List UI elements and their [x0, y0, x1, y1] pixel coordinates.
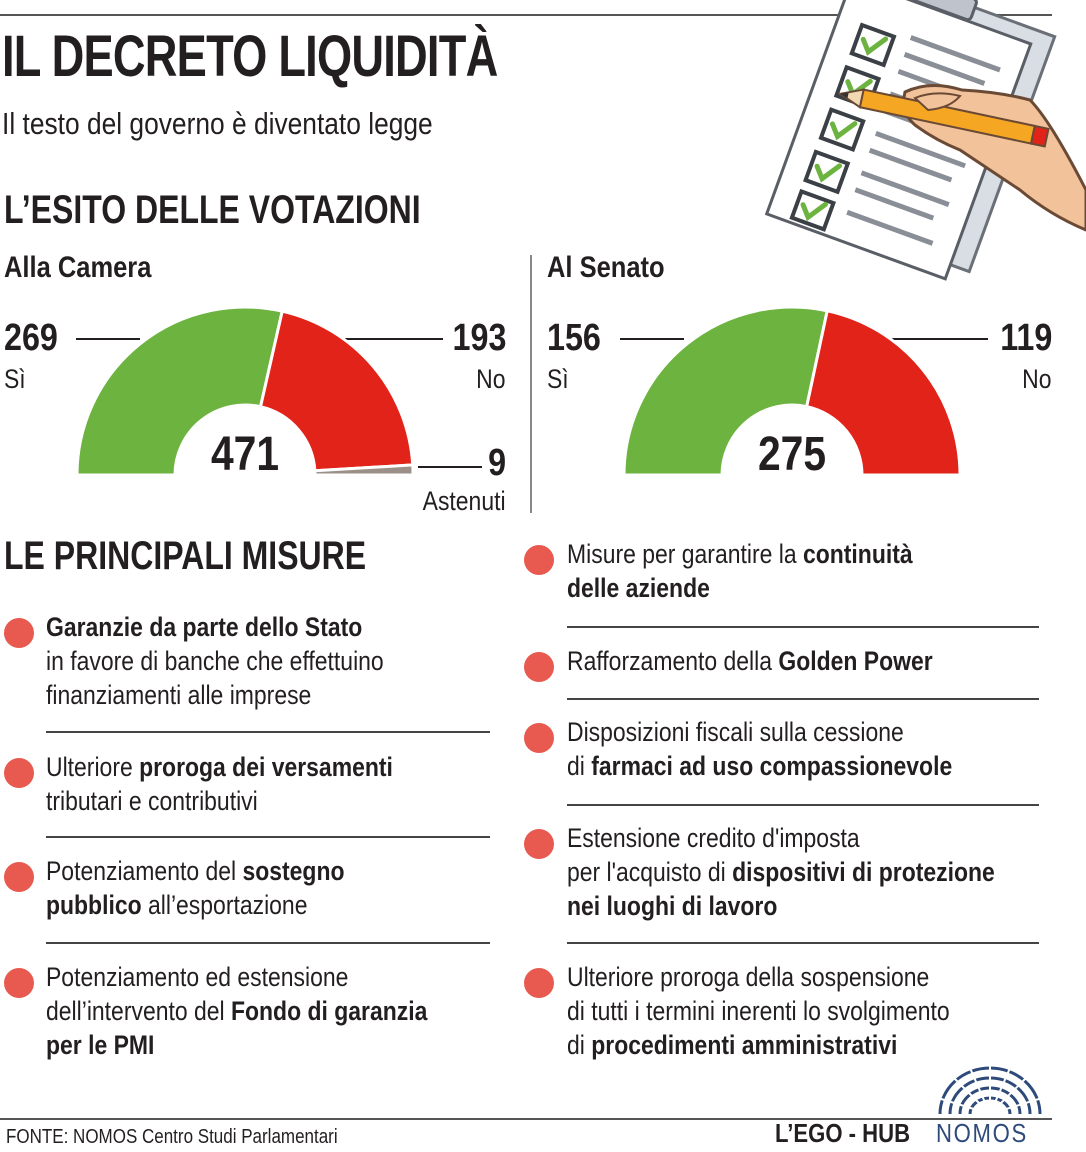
parliament-hemicycle-icon	[934, 1064, 1046, 1116]
brand-ego-hub: L’EGO - HUB	[775, 1118, 911, 1148]
left-measure-4-line-3: per le PMI	[46, 1030, 155, 1060]
bullet-dot-icon	[4, 618, 34, 648]
page-subtitle: Il testo del governo è diventato legge	[2, 106, 433, 141]
right-measure-4-line-3: nei luoghi di lavoro	[567, 891, 778, 921]
right-measure-3-line-1: Disposizioni fiscali sulla cessione	[567, 717, 904, 747]
left-measure-3-line-1: Potenziamento del sostegno	[46, 856, 345, 886]
camera-no-value: 193	[452, 317, 506, 359]
bullet-dot-icon	[4, 968, 34, 998]
measure-separator	[567, 698, 1039, 700]
votes-section-title: L’ESITO DELLE VOTAZIONI	[4, 188, 421, 232]
page-title: IL DECRETO LIQUIDITÀ	[2, 24, 498, 89]
senato-yes-label: Sì	[547, 364, 569, 394]
senato-title: Al Senato	[547, 251, 665, 284]
left-measure-1-line-1: Garanzie da parte dello Stato	[46, 612, 363, 642]
measures-section-title: LE PRINCIPALI MISURE	[4, 534, 367, 578]
checklist-pencil-icon	[700, 0, 1086, 285]
right-measure-5-line-1: Ulteriore proroga della sospensione	[567, 962, 930, 992]
left-measure-1-line-2: in favore di banche che effettuino	[46, 646, 384, 676]
bullet-dot-icon	[524, 829, 554, 859]
camera-title: Alla Camera	[4, 251, 152, 284]
right-measure-4-line-1: Estensione credito d'imposta	[567, 823, 860, 853]
senato-total: 275	[757, 428, 827, 481]
senato-no-label: No	[1022, 364, 1052, 394]
measure-separator	[46, 731, 490, 733]
left-measure-1-line-3: finanziamenti alle imprese	[46, 680, 312, 710]
bullet-dot-icon	[524, 652, 554, 682]
measure-separator	[567, 804, 1039, 806]
camera-abst-label: Astenuti	[423, 486, 506, 516]
measure-separator	[46, 836, 490, 838]
camera-abst-value: 9	[488, 442, 506, 484]
bullet-dot-icon	[524, 723, 554, 753]
right-measure-1-line-2: delle aziende	[567, 573, 710, 603]
chamber-divider	[530, 255, 532, 513]
senato-no-value: 119	[999, 317, 1052, 359]
bullet-dot-icon	[524, 968, 554, 998]
measure-separator	[567, 626, 1039, 628]
left-measure-4-line-2: dell’intervento del Fondo di garanzia	[46, 996, 428, 1026]
measure-separator	[567, 942, 1039, 944]
measure-separator	[46, 942, 490, 944]
bullet-dot-icon	[4, 862, 34, 892]
left-measure-4-line-1: Potenziamento ed estensione	[46, 962, 349, 992]
left-measure-3-line-2: pubblico all’esportazione	[46, 890, 308, 920]
camera-yes-value: 269	[4, 317, 58, 359]
right-measure-2-line-1: Rafforzamento della Golden Power	[567, 646, 933, 676]
senato-yes-value: 156	[547, 317, 601, 359]
camera-abst-leader	[418, 466, 482, 468]
left-measure-2-line-2: tributari e contributivi	[46, 786, 258, 816]
right-measure-4-line-2: per l'acquisto di dispositivi di protezione	[567, 857, 995, 887]
camera-yes-label: Sì	[4, 364, 26, 394]
right-measure-3-line-2: di farmaci ad uso compassionevole	[567, 751, 953, 781]
brand-nomos: NOMOS	[936, 1118, 1028, 1148]
bullet-dot-icon	[4, 758, 34, 788]
right-measure-5-line-2: di tutti i termini inerenti lo svolgimento	[567, 996, 950, 1026]
bullet-dot-icon	[524, 545, 554, 575]
camera-total: 471	[210, 428, 280, 481]
left-measure-2-line-1: Ulteriore proroga dei versamenti	[46, 752, 393, 782]
camera-no-label: No	[476, 364, 506, 394]
right-measure-1-line-1: Misure per garantire la continuità	[567, 539, 913, 569]
source-note: FONTE: NOMOS Centro Studi Parlamentari	[6, 1126, 338, 1148]
right-measure-5-line-3: di procedimenti amministrativi	[567, 1030, 898, 1060]
